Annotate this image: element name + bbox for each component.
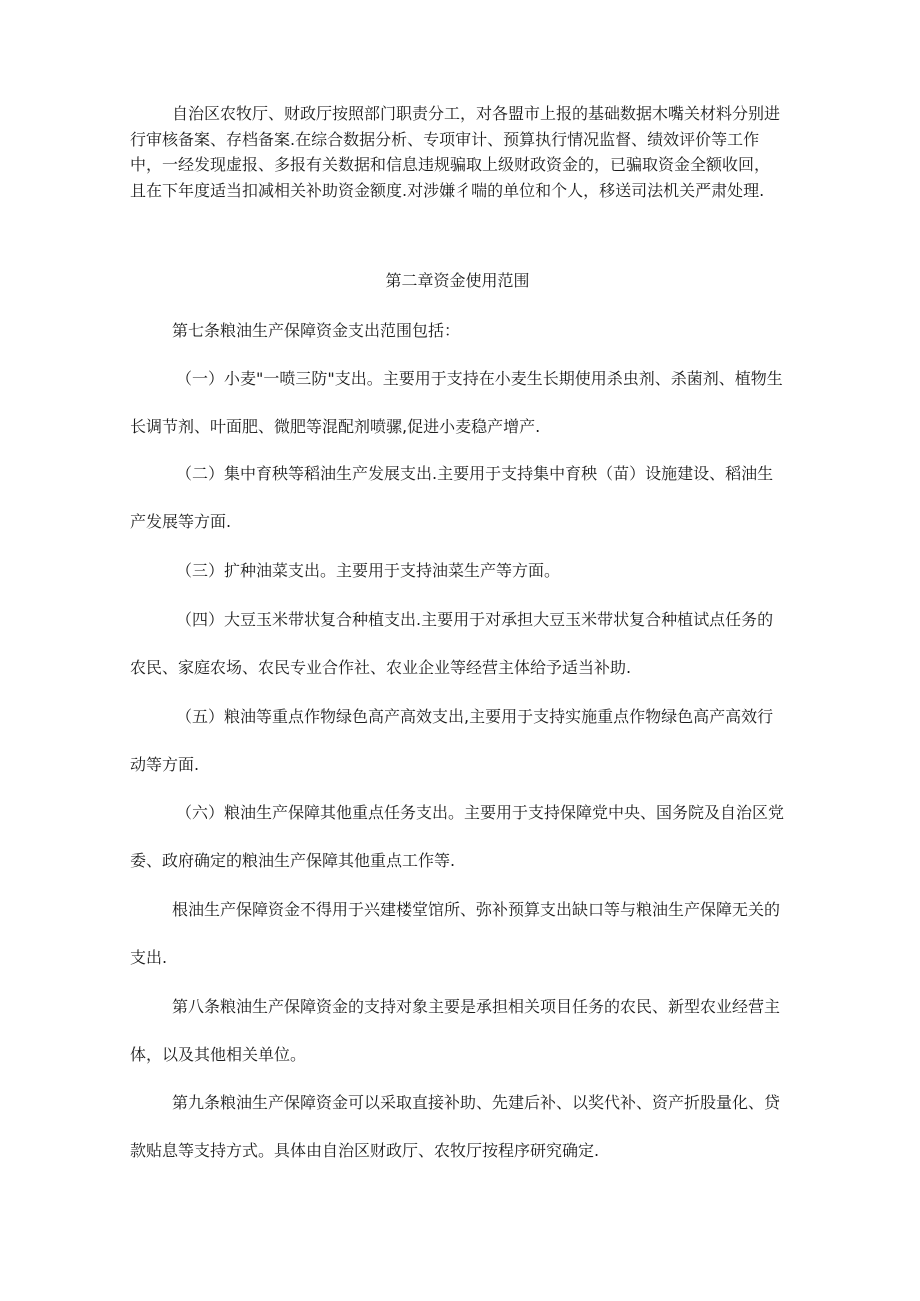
list-item-4: （四）大豆玉米带状复合种植支出.主要用于对承担大豆玉米带状复合种植试点任务的农民、家庭农场、农民专业合作社、农业企业等经营主体给予适当补助. bbox=[130, 610, 774, 677]
list-item-1: （一）小麦"一喷三防"支出。主要用于支持在小麦生长期使用杀虫剂、杀菌剂、植物生长调节剂、叶面肥、微肥等混配剂喷骡,促进小麦稳产增产. bbox=[130, 369, 783, 436]
list-item-3: （三）扩种油菜支出。主要用于支持油菜生产等方面。 bbox=[176, 561, 561, 580]
restriction-paragraph: 根油生产保障资金不得用于兴建楼堂馆所、弥补预算支出缺口等与粮油生产保障无关的支出. bbox=[130, 900, 781, 967]
paragraph-audit-review: 自治区农牧厅、财政厅按照部门职责分工，对各盟市上报的基础数据木嘴关材料分别进行审核备案、存档备案.在综合数据分析、专项审计、预算执行情况监督、绩效评价等工作中，一经发现虚报、多报有关数据和信息违规骗取上级财政资金的，已骗取资金全额收回，且在下年度适当扣减相关补助资金额度.对涉嫌彳喘的单位和个人，移送司法机关严肃处理. bbox=[130, 104, 781, 200]
list-item-6: （六）粮油生产保障其他重点任务支出。主要用于支持保障党中央、国务院及自治区党委、政府确定的粮油生产保障其他重点工作等. bbox=[130, 803, 785, 870]
article-8: 第八条粮油生产保障资金的支持对象主要是承担相关项目任务的农民、新型农业经营主体，以及其他相关单位。 bbox=[130, 997, 781, 1064]
chapter-title: 第二章资金使用范围 bbox=[385, 271, 530, 290]
list-item-2: （二）集中育秧等稻油生产发展支出.主要用于支持集中育秧（苗）设施建设、稻油生产发展等方面. bbox=[130, 464, 774, 531]
list-item-5: （五）粮油等重点作物绿色高产高效支出,主要用于支持实施重点作物绿色高产高效行动等方面. bbox=[130, 707, 774, 774]
article-9: 第九条粮油生产保障资金可以采取直接补助、先建后补、以奖代补、资产折股量化、贷款贴息等支持方式。具体由自治区财政厅、农牧厅按程序研究确定. bbox=[130, 1093, 781, 1160]
article-7: 第七条粮油生产保障资金支出范围包括： bbox=[172, 321, 461, 340]
